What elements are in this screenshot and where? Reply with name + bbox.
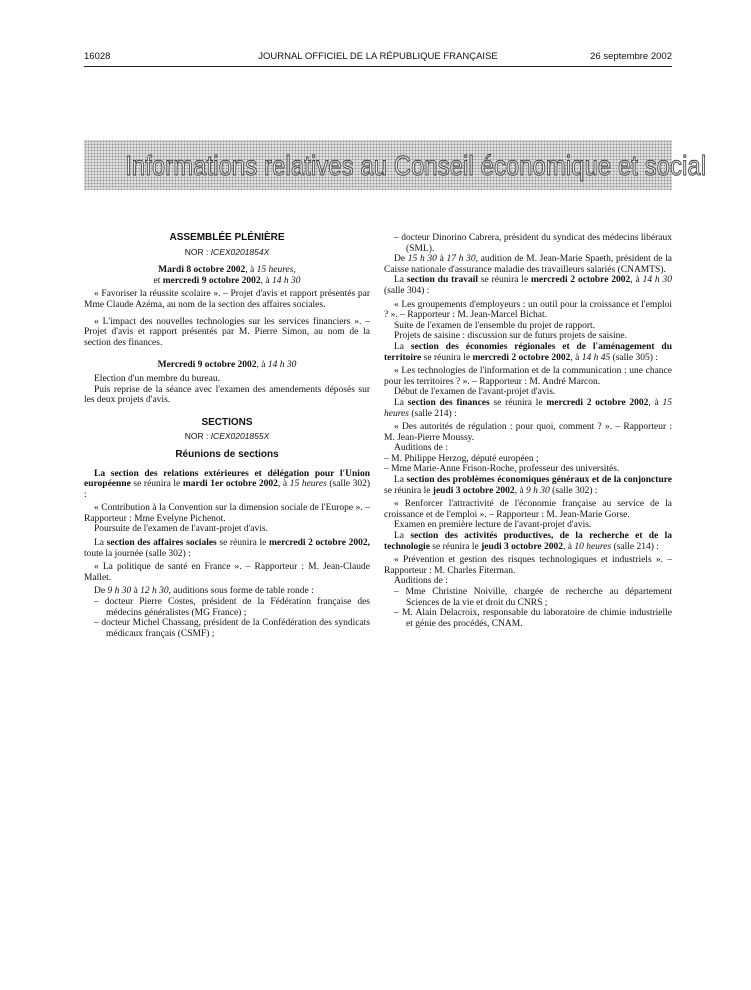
- session-date: [84, 360, 370, 371]
- text-run: (salle 302) :: [84, 479, 370, 500]
- paragraph: Poursuite de l'examen de l'avant-projet d'avis.: [94, 524, 268, 535]
- section-name: section des économies régionales et de l'aménagement du territoire: [384, 341, 672, 363]
- text-run: (salle 305) :: [610, 352, 658, 363]
- paragraph: Puis reprise de la séance avec l'examen des amendements déposés sur les deux projets d'avis.: [84, 384, 370, 406]
- time-text: 15 heures: [289, 479, 327, 490]
- text-run: La: [394, 275, 407, 286]
- text-run: , audition de M. Jean-Marie Spaeth, président de la Caisse nationale d'assurance maladie des travailleurs salariés (CNAMTS).: [384, 254, 673, 275]
- paragraph: « La politique de santé en France ». – Rapporteur : M. Jean-Claude Mallet.: [84, 562, 370, 583]
- section-announcement: [384, 342, 672, 363]
- text-run: , à: [277, 479, 290, 490]
- paragraph: Examen en première lecture de l'avant-projet d'avis.: [394, 520, 592, 531]
- list-item: – M. Philippe Herzog, député européen ;: [384, 453, 539, 464]
- reunions-heading: Réunions de sections: [175, 448, 279, 460]
- section-name: section des problèmes économiques généraux et de la conjoncture: [406, 475, 672, 486]
- paragraph: « Renforcer l'attractivité de l'économie française au service de la croissance et de l'emploi ». – Rapporteur : M. Jean-Marie Gorse.: [384, 499, 672, 520]
- issue-date: 26 septembre 2002: [590, 51, 672, 62]
- paragraph: « Les groupements d'employeurs : un outil pour la croissance et l'emploi ? ». – Rapporteur : M. Jean-Marcel Bichat.: [384, 299, 672, 321]
- list-item: – docteur Michel Chassang, président de la Confédération des syndicats médicaux français (CSMF) ;: [94, 618, 370, 639]
- list-item: – M. Alain Delacroix, responsable du laboratoire de chimie industrielle et génie des procédés, CNAM.: [394, 608, 672, 629]
- section-announcement: [84, 469, 370, 501]
- nor-code: ICEX0201855X: [210, 431, 270, 442]
- text-run: se réunira le: [130, 479, 183, 490]
- list-item: – docteur Pierre Costes, président de la Fédération française des médecins généralistes (MG France) ;: [94, 597, 370, 618]
- date-sep: , à: [256, 360, 268, 371]
- time-text: 15 heures: [384, 397, 673, 419]
- paragraph: Auditions de :: [394, 576, 448, 587]
- text-run: se réunira le: [477, 275, 532, 286]
- right-column: [384, 233, 672, 629]
- paragraph: « Contribution à la Convention sur la dimension sociale de l'Europe ». – Rapporteur : Mme Evelyne Pichenot.: [84, 503, 370, 524]
- text-run: se réunira le: [429, 541, 482, 552]
- section-name: La section des relations extérieures et délégation pour l'Union européenne: [84, 468, 370, 490]
- nor-code: ICEX0201854X: [210, 246, 270, 257]
- section-announcement: [384, 275, 672, 296]
- list-item: – docteur Dinorino Cabrera, président du syndicat des médecins libéraux (SML).: [394, 233, 672, 254]
- date-sep: et: [153, 275, 163, 286]
- section-announcement: [84, 538, 370, 559]
- text-run: (salle 214) :: [611, 541, 659, 552]
- sections-heading: SECTIONS: [201, 416, 253, 428]
- date-text: Mercredi 9 octobre 2002: [157, 360, 257, 371]
- paragraph: Election d'un membre du bureau.: [94, 373, 220, 384]
- text-run: La: [394, 397, 408, 408]
- text-run: (salle 304) :: [384, 285, 430, 296]
- date-text: mercredi 9 octobre 2002: [162, 275, 261, 286]
- text-run: , à: [562, 541, 575, 552]
- text-run: , à: [514, 485, 527, 496]
- date-text: mardi 1er octobre 2002: [182, 479, 278, 490]
- section-name: section des affaires sociales: [106, 538, 217, 549]
- text-run: De: [94, 586, 108, 597]
- text-run: (salle 302) :: [549, 485, 598, 496]
- paragraph: « Des autorités de régulation : pour quoi, comment ? ». – Rapporteur : M. Jean-Pierre Moussy.: [384, 422, 672, 443]
- paragraph: Auditions de :: [394, 443, 448, 454]
- date-text: mercredi 2 octobre 2002: [531, 275, 631, 286]
- time-text: 14 h 30: [271, 275, 301, 286]
- text-run: , à: [570, 352, 582, 363]
- date-text: Mardi 8 octobre 2002: [158, 265, 246, 276]
- nor-line: [84, 431, 370, 442]
- date-sep: , à: [260, 275, 272, 286]
- date-sep: , à: [245, 265, 257, 276]
- date-text: mercredi 2 octobre 2002: [546, 397, 649, 408]
- assemblee-heading: ASSEMBLÉE PLÉNIÈRE: [169, 232, 285, 243]
- section-name: section du travail: [406, 275, 478, 286]
- list-item: – Mme Christine Noiville, chargée de recherche au département Sciences de la vie et droit du CNRS ;: [394, 587, 672, 608]
- nor-label: NOR :: [184, 431, 211, 442]
- date-text: jeudi 3 octobre 2002: [481, 541, 563, 552]
- paragraph: [84, 586, 370, 597]
- text-run: se réunira le: [216, 538, 269, 549]
- section-announcement: [384, 531, 672, 552]
- session-dates: [84, 265, 370, 286]
- text-run: La: [94, 538, 107, 549]
- date-text: mercredi 2 octobre 2002: [472, 352, 571, 363]
- header-rule: [84, 66, 672, 67]
- text-run: toute la journée (salle 302) :: [84, 548, 191, 559]
- time-text: 15 heures,: [256, 265, 296, 276]
- text-run: La: [394, 531, 411, 542]
- nor-label: NOR :: [184, 246, 211, 257]
- text-run: La: [394, 475, 407, 486]
- text-run: (salle 214) :: [408, 408, 457, 419]
- time-text: 10 heures: [574, 541, 612, 552]
- text-run: à: [436, 254, 447, 265]
- paragraph: « Prévention et gestion des risques technologiques et industriels ». – Rapporteur : M. Charles Fiterman.: [384, 555, 672, 576]
- text-run: , à: [630, 275, 643, 286]
- paragraph: « Favoriser la réussite scolaire ». – Projet d'avis et rapport présentés par Mme Claude Azéma, au nom de la section des affaires sociales.: [84, 289, 370, 310]
- text-run: à: [131, 586, 141, 597]
- text-run: se réunira le: [421, 352, 473, 363]
- left-column: [84, 233, 370, 639]
- text-run: De: [394, 254, 408, 265]
- journal-title: JOURNAL OFFICIEL DE LA RÉPUBLIQUE FRANÇAISE: [258, 51, 498, 62]
- paragraph: Projets de saisine : discussion sur de futurs projets de saisine.: [394, 331, 627, 342]
- time-text: 15 h 30: [407, 254, 437, 265]
- paragraph: Début de l'examen de l'avant-projet d'avis.: [394, 387, 556, 398]
- section-name: section des activités productives, de la recherche et de la technologie: [384, 531, 672, 552]
- time-text: 14 h 30: [267, 360, 297, 371]
- paragraph: « L'impact des nouvelles technologies sur les services financiers ». – Projet d'avis et rapport présentés par M. Pierre Simon, au nom de la section des finances.: [84, 316, 370, 348]
- time-text: 12 h 30: [140, 586, 169, 597]
- text-run: , auditions sous forme de table ronde :: [168, 586, 314, 597]
- nor-line: [84, 247, 370, 258]
- section-name: section des finances: [407, 397, 490, 408]
- list-item: – Mme Marie-Anne Frison-Roche, professeur des universités.: [384, 464, 620, 475]
- section-announcement: [384, 475, 672, 496]
- paragraph: « Les technologies de l'information et de la communication : une chance pour les territoires ? ». – Rapporteur : M. André Marcon.: [384, 366, 672, 387]
- time-text: 14 h 30: [642, 275, 672, 286]
- section-announcement: [384, 398, 672, 419]
- time-text: 9 h 30: [107, 586, 132, 597]
- page-header: [84, 51, 672, 65]
- time-text: 9 h 30: [526, 485, 550, 496]
- text-run: La: [394, 341, 411, 352]
- text-run: se réunira le: [489, 397, 547, 408]
- text-run: , à: [648, 397, 663, 408]
- time-text: 14 h 45: [581, 352, 611, 363]
- date-text: mercredi 2 octobre 2002,: [268, 538, 370, 549]
- page-number: 16028: [84, 51, 111, 62]
- paragraph: [384, 254, 672, 275]
- banner-title: Informations relatives au Conseil économique et social: [125, 150, 707, 181]
- date-text: jeudi 3 octobre 2002: [432, 485, 515, 496]
- paragraph: Suite de l'examen de l'ensemble du projet de rapport.: [394, 320, 596, 331]
- text-run: se réunira le: [384, 485, 433, 496]
- time-text: 17 h 30: [446, 254, 476, 265]
